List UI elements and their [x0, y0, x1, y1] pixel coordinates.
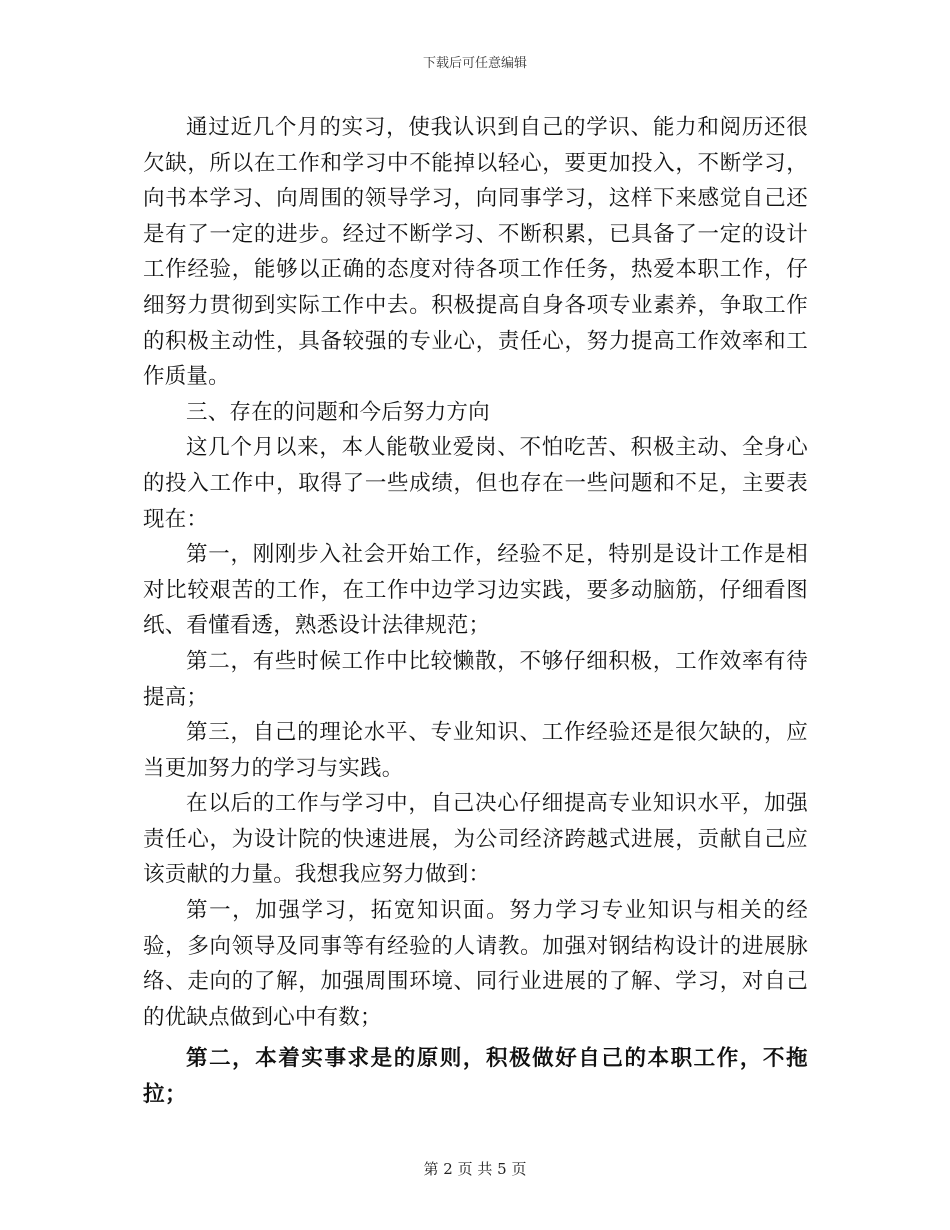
paragraph-plan-1: 第一，加强学习，拓宽知识面。努力学习专业知识与相关的经验，多向领导及同事等有经验的人请教。加强对钢结构设计的进展脉络、走向的了解，加强周围环境、同行业进展的了解、学习，对自己的优缺点做到心中有数；: [143, 898, 808, 1030]
section-heading: 三、存在的问题和今后努力方向: [186, 399, 490, 425]
paragraph-problem-3: 第三，自己的理论水平、专业知识、工作经验还是很欠缺的，应当更加努力的学习与实践。: [143, 720, 808, 781]
paragraph-problem-2: 第二，有些时候工作中比较懒散，不够仔细积极，工作效率有待提高；: [143, 648, 808, 710]
paragraph-problem-1: 第一，刚刚步入社会开始工作，经验不足，特别是设计工作是相对比较艰苦的工作，在工作中边学习边实践，要多动脑筋，仔细看图纸、看懂看透，熟悉设计法律规范；: [143, 542, 808, 639]
paragraph-plan-2: 第二，本着实事求是的原则，积极做好自己的本职工作，不拖拉；: [143, 1046, 808, 1108]
page-footer: 第 2 页 共 5 页: [423, 1160, 527, 1178]
paragraph-internship-summary: 通过近几个月的实习，使我认识到自己的学识、能力和阅历还很欠缺，所以在工作和学习中不能掉以轻心，要更加投入，不断学习，向书本学习、向周围的领导学习，向同事学习，这样下来感觉自己还是有了一定的进步。经过不断学习、不断积累，已具备了一定的设计工作经验，能够以正确的态度对待各项工作任务，热爱本职工作，仔细努力贯彻到实际工作中去。积极提高自身各项专业素养，争取工作的积极主动性，具备较强的专业心，责任心，努力提高工作效率和工作质量。: [143, 115, 808, 390]
page-header: 下载后可任意编辑: [422, 56, 527, 71]
document-body: [143, 110, 808, 1113]
paragraph-future-intro: 在以后的工作与学习中，自己决心仔细提高专业知识水平，加强责任心，为设计院的快速进展，为公司经济跨越式进展，贡献自己应该贡献的力量。我想我应努力做到：: [143, 791, 808, 888]
paragraph-problems-intro: 这几个月以来，本人能敬业爱岗、不怕吃苦、积极主动、全身心的投入工作中，取得了一些成绩，但也存在一些问题和不足，主要表现在：: [143, 435, 808, 532]
